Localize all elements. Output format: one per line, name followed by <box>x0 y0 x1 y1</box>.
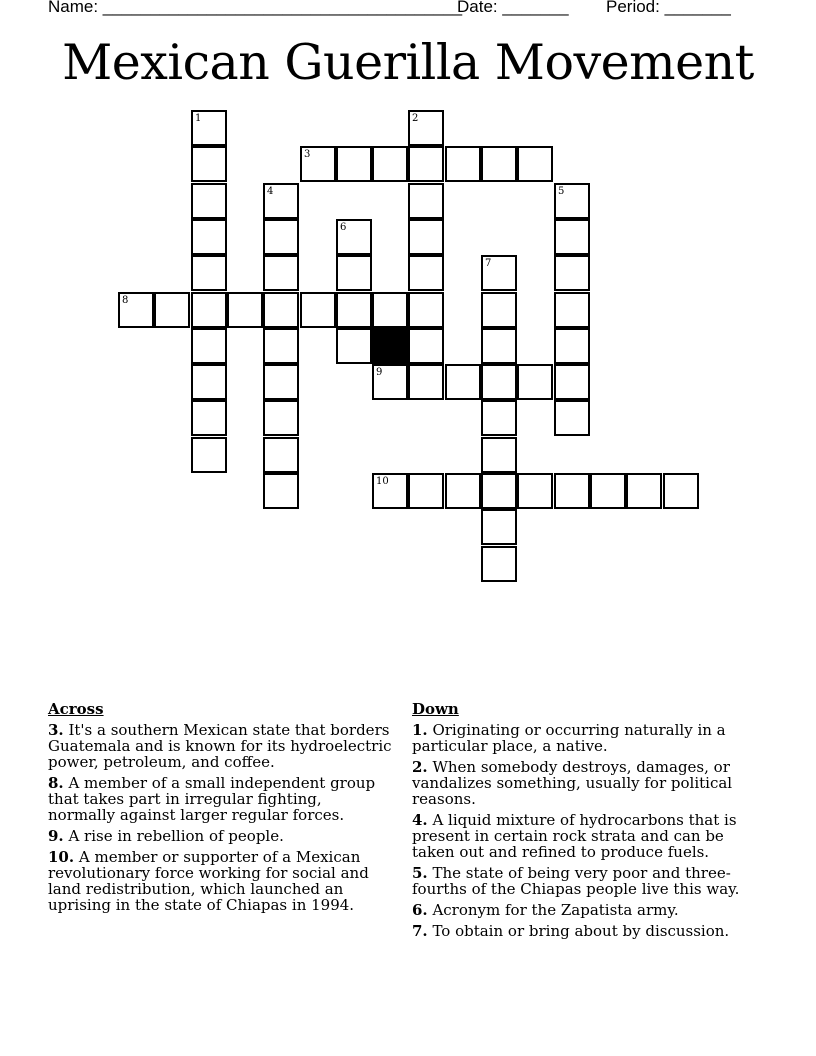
crossword-cell[interactable] <box>191 437 227 473</box>
cell-number: 2 <box>412 113 419 124</box>
crossword-cell[interactable] <box>408 473 444 509</box>
crossword-cell[interactable] <box>554 364 590 400</box>
crossword-cell[interactable] <box>336 328 372 364</box>
crossword-cell[interactable] <box>227 292 263 328</box>
crossword-cell[interactable] <box>191 364 227 400</box>
crossword-cell[interactable] <box>626 473 662 509</box>
crossword-cell[interactable] <box>481 546 517 582</box>
clue-item <box>412 812 757 860</box>
crossword-cell[interactable] <box>554 292 590 328</box>
crossword-cell[interactable] <box>554 183 590 219</box>
clue-number: 3. <box>48 721 64 739</box>
clue-text: It's a southern Mexican state that borders Guatemala and is known for its hydroelectric power, petroleum, and coffee. <box>48 721 392 771</box>
clue-number: 9. <box>48 827 64 845</box>
cell-number: 9 <box>376 367 383 378</box>
crossword-cell[interactable] <box>372 473 408 509</box>
clue-item <box>412 722 757 754</box>
page-title: Mexican Guerilla Movement <box>62 34 754 91</box>
across-heading: Across <box>48 700 104 718</box>
clue-number: 5. <box>412 864 428 882</box>
clue-item <box>412 902 757 918</box>
crossword-cell[interactable] <box>481 473 517 509</box>
clue-text: When somebody destroys, damages, or vandalizes something, usually for political reasons. <box>412 758 733 808</box>
crossword-cell[interactable] <box>481 146 517 182</box>
clue-item <box>48 722 393 770</box>
clue-number: 1. <box>412 721 428 739</box>
clue-text: Originating or occurring naturally in a particular place, a native. <box>412 721 726 755</box>
crossword-cell[interactable] <box>263 255 299 291</box>
name-field[interactable]: Name: ______________________________________ <box>48 0 463 16</box>
crossword-cell[interactable] <box>336 255 372 291</box>
clue-text: Acronym for the Zapatista army. <box>427 901 679 919</box>
crossword-cell[interactable] <box>118 292 154 328</box>
crossword-cell[interactable] <box>336 219 372 255</box>
crossword-cell[interactable] <box>663 473 699 509</box>
cell-number: 10 <box>376 476 389 487</box>
clue-number: 4. <box>412 811 428 829</box>
crossword-cell[interactable] <box>191 183 227 219</box>
crossword-cell[interactable] <box>481 292 517 328</box>
crossword-cell[interactable] <box>554 328 590 364</box>
clue-item <box>48 828 393 844</box>
clue-text: A member of a small independent group that takes part in irregular fighting, normally against larger regular forces. <box>48 774 376 824</box>
crossword-cell[interactable] <box>372 292 408 328</box>
clue-item <box>412 923 757 939</box>
crossword-cell[interactable] <box>554 219 590 255</box>
crossword-cell[interactable] <box>554 473 590 509</box>
crossword-cell[interactable] <box>263 437 299 473</box>
crossword-cell[interactable] <box>263 219 299 255</box>
across-clues <box>48 700 393 918</box>
crossword-cell[interactable] <box>517 364 553 400</box>
cell-number: 6 <box>340 222 347 233</box>
crossword-cell[interactable] <box>372 146 408 182</box>
crossword-cell[interactable] <box>481 509 517 545</box>
clue-number: 10. <box>48 848 75 866</box>
crossword-cell[interactable] <box>408 255 444 291</box>
clue-number: 6. <box>412 901 428 919</box>
crossword-cell[interactable] <box>408 364 444 400</box>
cell-number: 8 <box>122 295 129 306</box>
crossword-cell[interactable] <box>191 328 227 364</box>
crossword-cell[interactable] <box>263 473 299 509</box>
crossword-cell[interactable] <box>481 255 517 291</box>
clue-number: 7. <box>412 922 428 940</box>
cell-number: 3 <box>304 149 311 160</box>
clue-number: 8. <box>48 774 64 792</box>
crossword-cell[interactable] <box>408 219 444 255</box>
crossword-cell[interactable] <box>154 292 190 328</box>
down-heading: Down <box>412 700 459 718</box>
crossword-cell[interactable] <box>554 400 590 436</box>
crossword-cell[interactable] <box>191 255 227 291</box>
clue-number: 2. <box>412 758 428 776</box>
crossword-cell[interactable] <box>408 146 444 182</box>
crossword-cell[interactable] <box>590 473 626 509</box>
down-clues <box>412 700 757 944</box>
crossword-cell[interactable] <box>445 146 481 182</box>
cell-number: 1 <box>195 113 202 124</box>
crossword-cell[interactable] <box>445 364 481 400</box>
crossword-cell[interactable] <box>191 110 227 146</box>
clue-text: A liquid mixture of hydrocarbons that is present in certain rock strata and can be taken out and refined to produce fuels. <box>412 811 737 861</box>
crossword-cell[interactable] <box>517 146 553 182</box>
crossword-cell[interactable] <box>408 183 444 219</box>
crossword-cell[interactable] <box>481 437 517 473</box>
crossword-cell[interactable] <box>263 328 299 364</box>
crossword-cell[interactable] <box>191 219 227 255</box>
period-field[interactable]: Period: _______ <box>606 0 731 16</box>
crossword-cell[interactable] <box>445 473 481 509</box>
crossword-cell[interactable] <box>300 146 336 182</box>
clue-item <box>412 865 757 897</box>
crossword-cell[interactable] <box>408 328 444 364</box>
crossword-cell[interactable] <box>336 292 372 328</box>
crossword-cell[interactable] <box>263 292 299 328</box>
crossword-cell[interactable] <box>408 292 444 328</box>
crossword-cell[interactable] <box>336 146 372 182</box>
clue-text: A rise in rebellion of people. <box>63 827 284 845</box>
crossword-cell[interactable] <box>263 364 299 400</box>
crossword-cell[interactable] <box>263 183 299 219</box>
cell-number: 5 <box>558 186 565 197</box>
crossword-cell[interactable] <box>191 292 227 328</box>
crossword-cell[interactable] <box>191 146 227 182</box>
crossword-cell[interactable] <box>408 110 444 146</box>
crossword-cell[interactable] <box>554 255 590 291</box>
clue-item <box>48 849 393 913</box>
crossword-cell[interactable] <box>300 292 336 328</box>
crossword-cell[interactable] <box>481 400 517 436</box>
clue-text: The state of being very poor and three-fourths of the Chiapas people live this way. <box>412 864 740 898</box>
clue-item <box>48 775 393 823</box>
down-clue-list <box>412 722 757 939</box>
across-clue-list <box>48 722 393 913</box>
cell-number: 4 <box>267 186 274 197</box>
clue-text: To obtain or bring about by discussion. <box>427 922 730 940</box>
crossword-cell[interactable] <box>517 473 553 509</box>
clue-text: A member or supporter of a Mexican revolutionary force working for social and land redistribution, which launched an uprising in the state of Chiapas in 1994. <box>48 848 369 914</box>
crossword-cell[interactable] <box>481 328 517 364</box>
crossword-cell[interactable] <box>372 364 408 400</box>
cell-number: 7 <box>485 258 492 269</box>
clue-item <box>412 759 757 807</box>
crossword-cell[interactable] <box>191 400 227 436</box>
crossword-cell[interactable] <box>481 364 517 400</box>
crossword-black-cell <box>372 328 408 364</box>
date-field[interactable]: Date: _______ <box>457 0 569 16</box>
crossword-cell[interactable] <box>263 400 299 436</box>
